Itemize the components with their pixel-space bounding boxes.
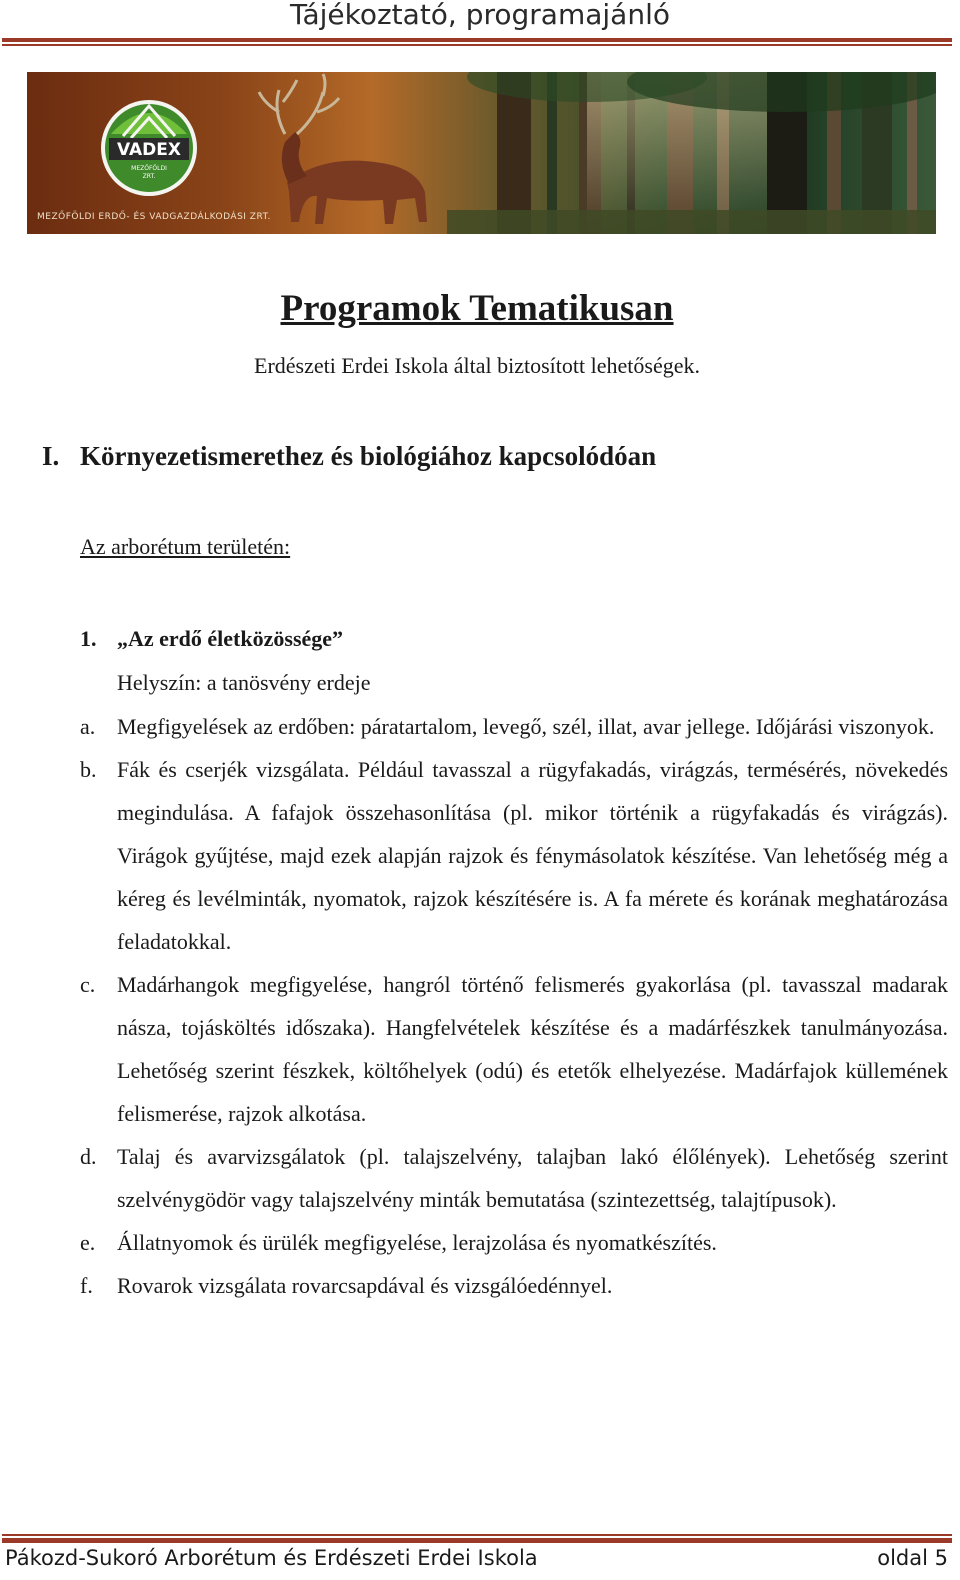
svg-text:VADEX: VADEX bbox=[117, 140, 181, 160]
footer-rule-thin bbox=[2, 1534, 952, 1536]
list-item-text: Fák és cserjék vizsgálata. Például tavasszal a rügyfakadás, virágzás, termésérés, növekedés megindulása. A fafajok összehasonlítása (pl. mikor történik a rügyfakadás és virágzás). Virágok gyűjtése, majd ezek alapján rajzok és fénymásolatok készítése. Van lehetőség még a kéreg és levélminták, nyomatok, rajzok készítésére is. A fa mérete és korának meghatározása feladatokkal. bbox=[117, 757, 948, 954]
list-item-text: Talaj és avarvizsgálatok (pl. talajszelvény, talajban lakó élőlények). Lehetőség szerint szelvénygödör vagy talajszelvény minták bemutatása (szintezettség, talajtípusok). bbox=[117, 1144, 948, 1212]
item-number: 1. bbox=[80, 626, 97, 651]
list-item-letter: b. bbox=[80, 757, 97, 782]
item-title: „Az erdő életközössége” bbox=[117, 626, 344, 651]
list-item bbox=[80, 963, 948, 1135]
location-heading: Az arborétum területén: bbox=[80, 534, 291, 559]
footer-rule-thick bbox=[2, 1538, 952, 1543]
header-rule-thin bbox=[2, 44, 952, 46]
page-number: oldal 5 bbox=[877, 1546, 948, 1570]
footer-organization: Pákozd-Sukoró Arborétum és Erdészeti Erdei Iskola bbox=[5, 1546, 538, 1570]
section-number: I. bbox=[42, 441, 60, 471]
section-heading bbox=[42, 440, 656, 472]
document-title: Programok Tematikusan bbox=[280, 288, 674, 329]
header-rule-thick bbox=[2, 38, 952, 42]
list-item-letter: f. bbox=[80, 1273, 93, 1298]
list-item-text: Megfigyelések az erdőben: páratartalom, levegő, szél, illat, avar jellege. Időjárási viszonyok. bbox=[117, 714, 935, 739]
list-item bbox=[80, 1264, 948, 1307]
item-heading bbox=[80, 625, 343, 653]
running-header-title: Tájékoztató, programajánló bbox=[290, 0, 670, 31]
list-item bbox=[80, 748, 948, 963]
section-title: Környezetismerethez és biológiához kapcsolódóan bbox=[80, 441, 657, 471]
forest-deer-illustration bbox=[27, 72, 936, 234]
activity-list bbox=[80, 705, 948, 1307]
svg-text:ZRT.: ZRT. bbox=[142, 173, 156, 180]
item-location: Helyszín: a tanösvény erdeje bbox=[117, 670, 371, 695]
header-banner bbox=[27, 72, 936, 234]
svg-text:MEZŐFÖLDI: MEZŐFÖLDI bbox=[131, 165, 167, 172]
list-item-letter: c. bbox=[80, 972, 96, 997]
vadex-logo bbox=[101, 100, 197, 196]
list-item bbox=[80, 1135, 948, 1221]
document-subtitle: Erdészeti Erdei Iskola által biztosított lehetőségek. bbox=[254, 353, 700, 378]
list-item-letter: d. bbox=[80, 1144, 97, 1169]
list-item-letter: a. bbox=[80, 714, 96, 739]
list-item-letter: e. bbox=[80, 1230, 96, 1255]
list-item bbox=[80, 705, 948, 748]
banner-caption: MEZŐFÖLDI ERDŐ- ÉS VADGAZDÁLKODÁSI ZRT. bbox=[37, 212, 271, 222]
list-item bbox=[80, 1221, 948, 1264]
list-item-text: Állatnyomok és ürülék megfigyelése, lerajzolása és nyomatkészítés. bbox=[117, 1230, 717, 1255]
list-item-text: Rovarok vizsgálata rovarcsapdával és vizsgálóedénnyel. bbox=[117, 1273, 613, 1298]
deer-icon bbox=[259, 74, 427, 224]
list-item-text: Madárhangok megfigyelése, hangról történő felismerés gyakorlása (pl. tavasszal madarak násza, tojásköltés időszaka). Hangfelvételek készítése és a madárfészkek tanulmányozása. Lehetőség szerint fészkek, költőhelyek (odú) és etetők elhelyezése. Madárfajok küllemének felismerése, rajzok alkotása. bbox=[117, 972, 948, 1126]
